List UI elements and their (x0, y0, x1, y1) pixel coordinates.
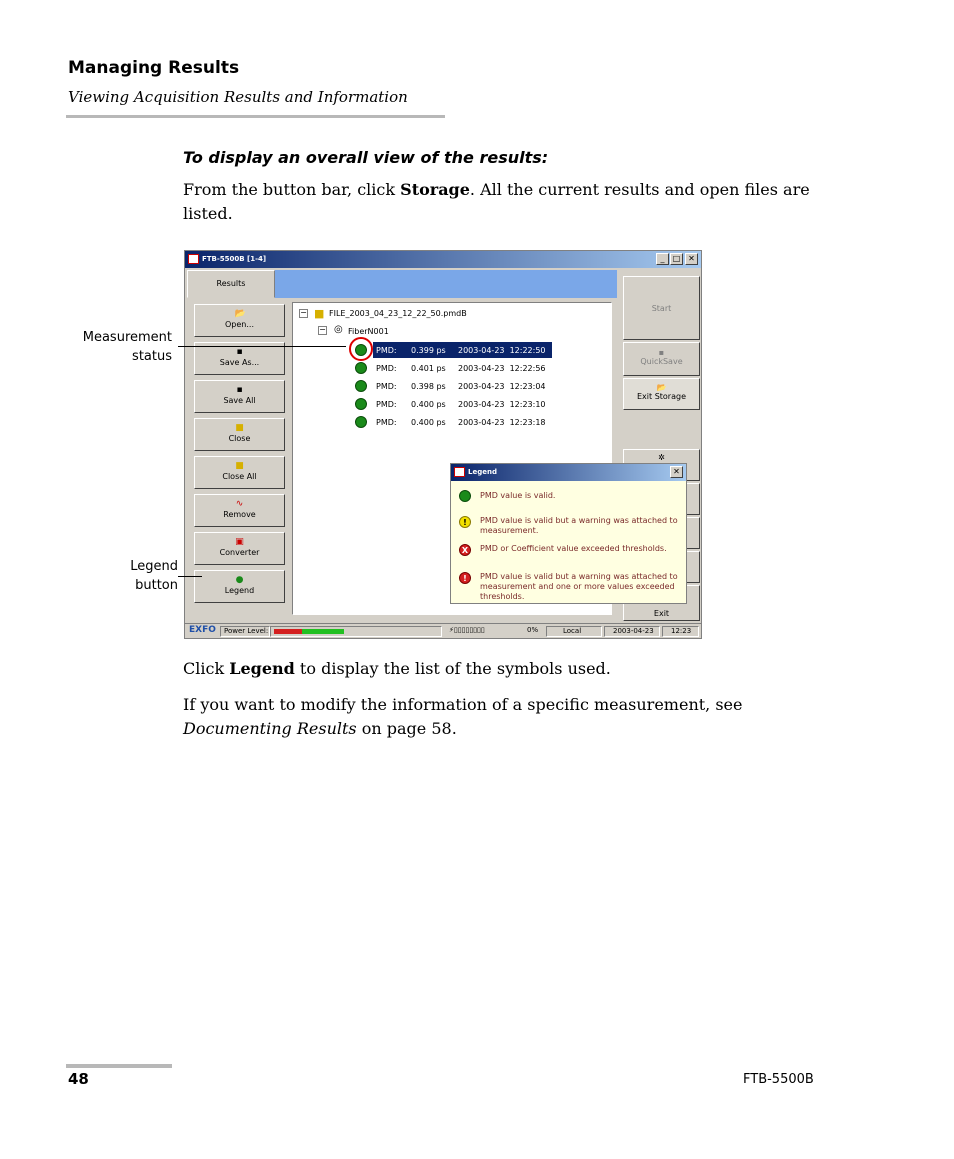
row-time[interactable]: 2003-04-23 12:23:04 (458, 382, 546, 391)
converter-icon: ▣ (235, 537, 244, 547)
floppy-icon: ▪ (658, 348, 665, 357)
collapse-icon[interactable]: − (319, 325, 326, 334)
power-level-bar (270, 626, 442, 637)
product-name: FTB-5500B (743, 1072, 814, 1087)
brand-logo: EXFO (189, 625, 216, 635)
remove-icon: ∿ (235, 499, 244, 509)
exit-storage-button[interactable]: 📂 Exit Storage (623, 378, 700, 410)
close-icon[interactable]: ✕ (670, 466, 683, 478)
status-valid-icon (459, 490, 471, 502)
legend-titlebar (451, 464, 686, 481)
step-1-post: . All the current results and open files are listed. (183, 180, 810, 223)
window-title: FTB-5500B [1-4] (202, 255, 267, 263)
file-node[interactable]: FILE_2003_04_23_12_22_50.pmdB (329, 309, 467, 318)
app-icon (454, 467, 465, 477)
window-titlebar (185, 251, 701, 268)
folder-icon: ■ (314, 307, 325, 320)
minimize-icon[interactable]: _ (656, 253, 669, 265)
row-label[interactable]: PMD: (376, 364, 397, 373)
callout-measurement-status: Measurement status (82, 330, 172, 364)
legend-button[interactable]: ● Legend (194, 570, 285, 603)
status-bar (185, 623, 701, 639)
step-1-pre: From the button bar, click (183, 180, 401, 199)
subsection-title: Viewing Acquisition Results and Information (68, 88, 408, 106)
fiber-node[interactable]: FiberN001 (348, 327, 389, 336)
mode: Local (546, 626, 602, 637)
power-label: Power Level: (220, 626, 270, 637)
row-value[interactable]: 0.399 ps (411, 346, 446, 355)
maximize-icon[interactable]: □ (670, 253, 683, 265)
status-valid-icon (355, 416, 367, 428)
open-button[interactable]: 📂 Open... (194, 304, 285, 337)
status-warning-icon: ! (459, 516, 471, 528)
app-screenshot (184, 250, 702, 639)
page-number: 48 (68, 1070, 89, 1088)
legend-title: Legend (468, 468, 497, 476)
tab-results[interactable]: Results (187, 270, 275, 298)
highlight-circle (349, 337, 373, 361)
row-value[interactable]: 0.400 ps (411, 400, 446, 409)
exit-button[interactable]: Exit (623, 585, 700, 621)
status-icons: ⚡▯▯▯▯▯▯▯▯ (449, 626, 485, 634)
quicksave-button[interactable]: ▪ QuickSave (623, 342, 700, 376)
battery-percent: 0% (527, 626, 539, 634)
row-label[interactable]: PMD: (376, 400, 397, 409)
status-exceeded-icon: X (459, 544, 471, 556)
close-button[interactable]: ■ Close (194, 418, 285, 451)
app-icon (188, 254, 199, 264)
power-level-red (274, 629, 302, 634)
callout-legend-button: Legend button (130, 559, 178, 593)
close-icon[interactable]: ✕ (685, 253, 698, 265)
row-time[interactable]: 2003-04-23 12:23:18 (458, 418, 546, 427)
cross-ref-link[interactable]: Documenting Results (183, 719, 357, 738)
row-label[interactable]: PMD: (376, 418, 397, 427)
status-date: 2003-04-23 (604, 626, 660, 637)
row-label[interactable]: PMD: (376, 346, 397, 355)
row-value[interactable]: 0.400 ps (411, 418, 446, 427)
row-value[interactable]: 0.401 ps (411, 364, 446, 373)
row-time[interactable]: 2003-04-23 12:22:56 (458, 364, 546, 373)
save-all-button[interactable]: ▪ Save All (194, 380, 285, 413)
start-button[interactable]: Start (623, 276, 700, 340)
row-value[interactable]: 0.398 ps (411, 382, 446, 391)
callout-line-status (178, 346, 346, 347)
status-warning-exceeded-icon: ! (459, 572, 471, 584)
tool-icon: ✲ (658, 453, 665, 462)
callout-line-legend (178, 576, 202, 577)
status-valid-icon (355, 362, 367, 374)
legend-window: Legend ✕ PMD value is valid. ! PMD value is valid but a warning was attached to measurement. X PMD or Coefficient value exceeded thresholds. ! PMD value is valid but a warning was attached to measurement and one or more values exceeded thresholds. (450, 463, 687, 604)
folder-icon: ■ (235, 423, 244, 433)
status-time: 12:23 (662, 626, 699, 637)
row-time[interactable]: 2003-04-23 12:22:50 (458, 346, 546, 355)
close-all-button[interactable]: ■ Close All (194, 456, 285, 489)
legend-icon: ● (235, 575, 244, 585)
fiber-icon: ◎ (334, 324, 343, 335)
floppy-icon: ▪ (236, 385, 243, 395)
header-rule (66, 115, 445, 118)
procedure-title: To display an overall view of the results: (183, 148, 549, 167)
remove-button[interactable]: ∿ Remove (194, 494, 285, 527)
converter-button[interactable]: ▣ Converter (194, 532, 285, 565)
step-2-text: Click Legend to display the list of the symbols used. (183, 659, 611, 678)
collapse-icon[interactable]: − (300, 308, 307, 317)
step-1-text (183, 178, 833, 226)
section-title: Managing Results (68, 58, 240, 78)
folder-open-icon: 📂 (234, 309, 246, 319)
step-1-bold: Storage (400, 180, 470, 199)
folder-open-icon: 📂 (656, 383, 667, 392)
footer-rule (66, 1064, 172, 1068)
note-text: If you want to modify the information of a specific measurement, see Documenting Results on page 58. (183, 695, 743, 738)
row-time[interactable]: 2003-04-23 12:23:10 (458, 400, 546, 409)
status-valid-icon (355, 398, 367, 410)
save-as-button[interactable]: ▪ Save As... (194, 342, 285, 375)
floppy-icon: ▪ (236, 347, 243, 357)
status-valid-icon (355, 380, 367, 392)
power-level-green (302, 629, 344, 634)
folders-icon: ■ (235, 461, 244, 471)
row-label[interactable]: PMD: (376, 382, 397, 391)
